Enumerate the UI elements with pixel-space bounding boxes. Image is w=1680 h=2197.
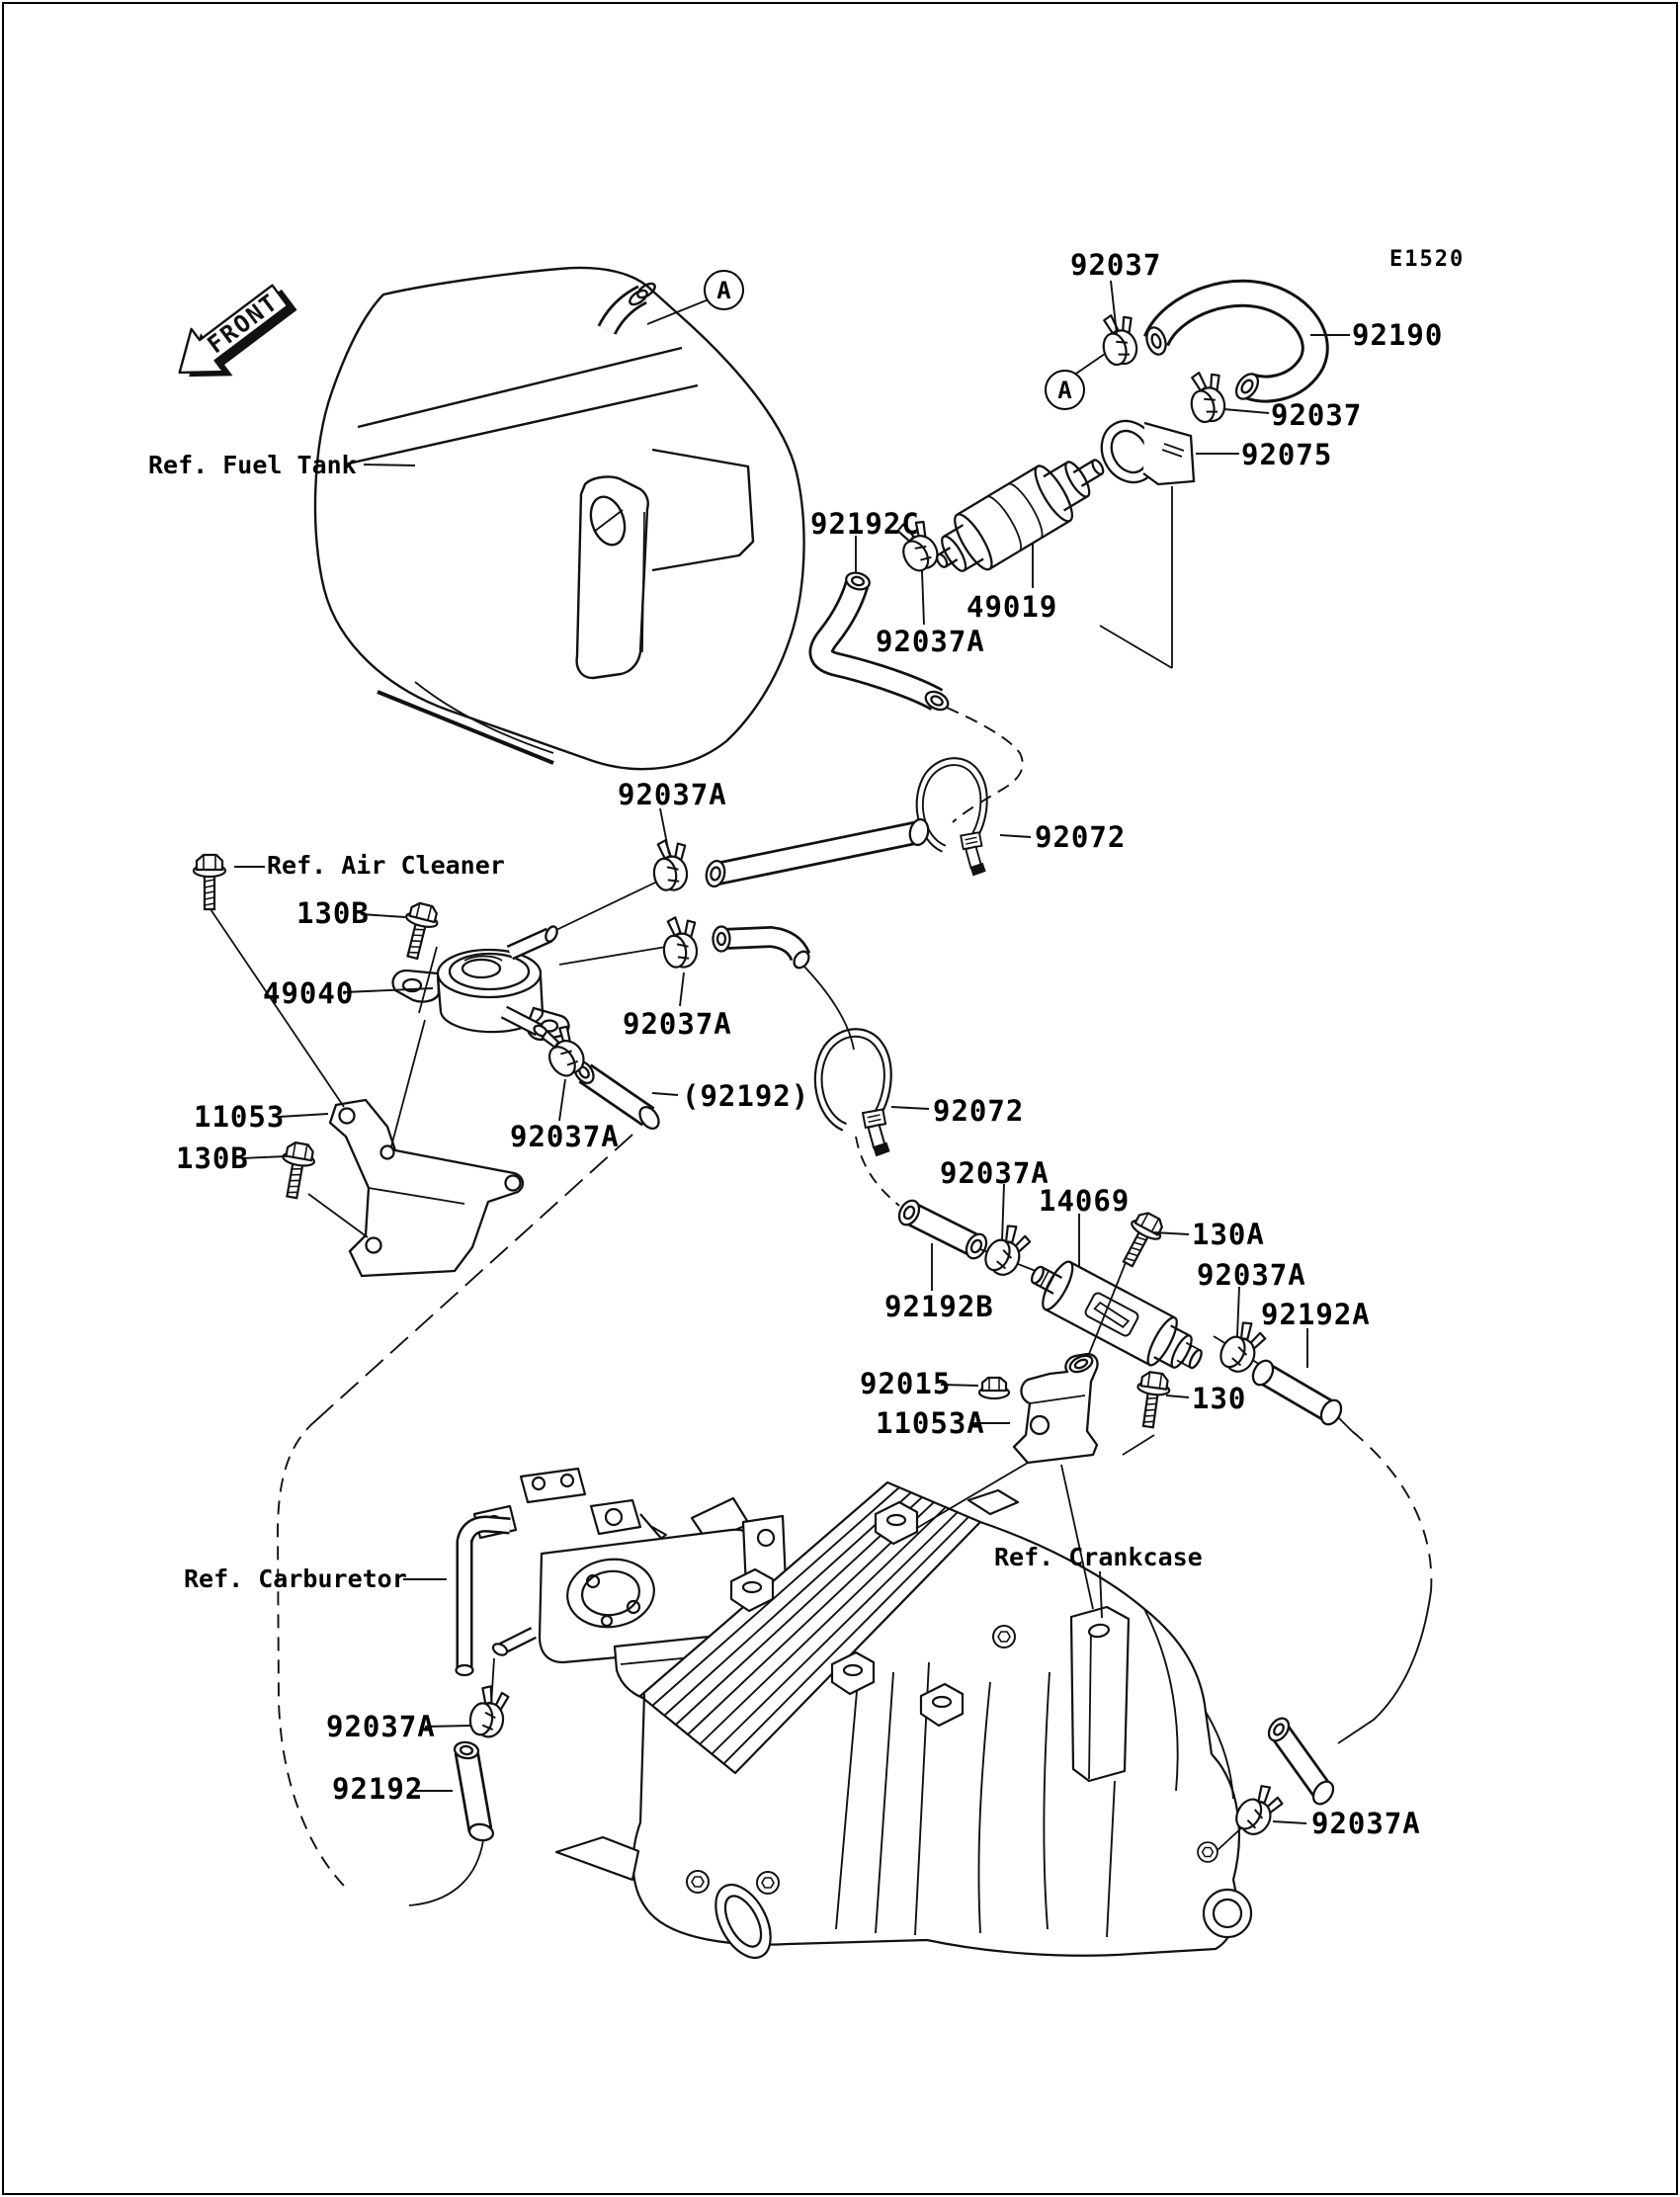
- drawing-code: E1520: [1389, 247, 1466, 272]
- ref-label-air-cleaner: Ref. Air Cleaner: [267, 851, 505, 880]
- fuel-hose-92190-drawing: [1143, 294, 1315, 403]
- hose-92192-carb-drawing: [409, 1740, 494, 1905]
- part-label-130: 130: [1192, 1382, 1247, 1415]
- ref-label-fuel-tank: Ref. Fuel Tank: [148, 451, 357, 479]
- part-label-92037A-8: 92037A: [1311, 1807, 1421, 1840]
- view-marker-a-1: A: [704, 270, 744, 310]
- view-marker-a-2: A: [1045, 370, 1085, 410]
- part-label-92015: 92015: [860, 1367, 952, 1400]
- part-label-92037-1: 92037: [1070, 248, 1162, 282]
- part-label-49040: 49040: [263, 976, 355, 1010]
- part-label-92037-2: 92037: [1271, 398, 1363, 432]
- part-label-92190: 92190: [1352, 318, 1444, 352]
- part-label-130A: 130A: [1192, 1218, 1265, 1251]
- fuel-tank-drawing: [315, 268, 804, 769]
- ref-label-carburetor: Ref. Carburetor: [184, 1564, 407, 1593]
- part-label-92037A-3: 92037A: [623, 1007, 732, 1041]
- part-label-92037A-4: 92037A: [510, 1120, 620, 1153]
- part-label-92037A-5: 92037A: [940, 1156, 1050, 1190]
- front-arrow: [163, 272, 305, 400]
- fuel-filter-49019-drawing: [922, 438, 1118, 590]
- filter-holder-92075-drawing: [1091, 411, 1194, 668]
- part-label-92072-1: 92072: [1035, 820, 1127, 854]
- part-label-92037A-6: 92037A: [1197, 1258, 1306, 1292]
- part-label-92075: 92075: [1241, 438, 1333, 471]
- part-label-92037A-7: 92037A: [326, 1710, 436, 1743]
- part-label-130B-2: 130B: [176, 1141, 249, 1175]
- part-label-49019: 49019: [966, 590, 1058, 624]
- ref-label-crankcase: Ref. Crankcase: [994, 1543, 1203, 1571]
- part-label-92192B: 92192B: [884, 1290, 994, 1323]
- part-label-11053: 11053: [194, 1100, 286, 1134]
- fuel-valve-assembly-drawing: [895, 1197, 1431, 1743]
- front-arrow-text: FRONT: [202, 288, 285, 360]
- hose-92192A-lower-drawing: [1265, 1715, 1337, 1808]
- part-label-92192: 92192: [332, 1772, 424, 1806]
- part-label-92192p: (92192): [682, 1079, 810, 1113]
- part-label-92192C: 92192C: [810, 507, 920, 541]
- part-label-92192A: 92192A: [1261, 1298, 1371, 1331]
- part-label-92072-2: 92072: [933, 1094, 1025, 1128]
- part-label-11053A: 11053A: [876, 1406, 985, 1440]
- part-label-92037A-1: 92037A: [876, 625, 985, 658]
- part-label-92037A-2: 92037A: [618, 778, 727, 811]
- part-label-14069: 14069: [1039, 1184, 1131, 1218]
- part-label-130B-1: 130B: [296, 896, 370, 930]
